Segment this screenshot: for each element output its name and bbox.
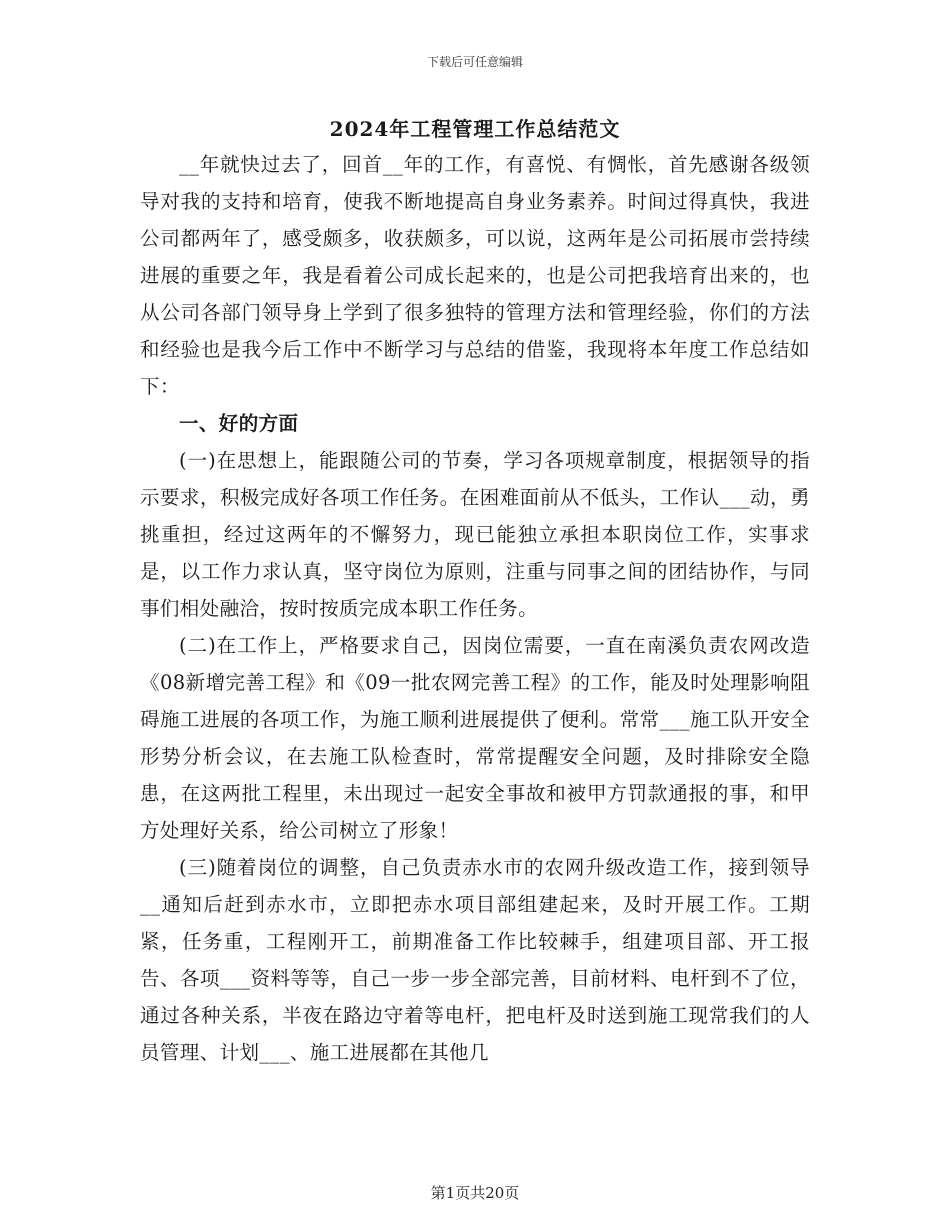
body-paragraph-2: (二)在工作上，严格要求自己，因岗位需要，一直在南溪负责农网改造《08新增完善工程》和《09一批农网完善工程》的工作，能及时处理影响阻碍施工进展的各项工作，为施工顺利进展提供了便利。常常___施工队开安全形势分析会议，在去施工队检查时，常常提醒安全问题，及时排除安全隐患，在这两批工程里，未出现过一起安全事故和被甲方罚款通报的事，和甲方处理好关系，给公司树立了形象！ [140, 634, 810, 842]
section-heading: 一、好的方面 [179, 412, 299, 435]
document-body [140, 146, 810, 1071]
body-paragraph-1: (一)在思想上，能跟随公司的节奏，学习各项规章制度，根据领导的指示要求，积极完成好各项工作任务。在困难面前从不低头，工作认___动，勇挑重担，经过这两年的不懈努力，现已能独立承担本职岗位工作，实事求是，以工作力求认真，坚守岗位为原则，注重与同事之间的团结协作，与同事们相处融洽，按时按质完成本职工作任务。 [140, 449, 810, 620]
header-note: 下载后可任意编辑 [426, 55, 523, 69]
page-footer: 第1页共20页 [430, 1184, 520, 1202]
body-paragraph-3: (三)随着岗位的调整，自己负责赤水市的农网升级改造工作，接到领导__通知后赶到赤水市，立即把赤水项目部组建起来，及时开展工作。工期紧，任务重，工程刚开工，前期准备工作比较棘手，组建项目部、开工报告、各项___资料等等，自己一步一步全部完善，目前材料、电杆到不了位，通过各种关系，半夜在路边守着等电杆，把电杆及时送到施工现常我们的人员管理、计划___、施工进展都在其他几 [140, 856, 810, 1064]
document-title: 2024年工程管理工作总结范文 [329, 117, 621, 141]
intro-paragraph: __年就快过去了，回首__年的工作，有喜悦、有惆怅，首先感谢各级领导对我的支持和培育，使我不断地提高自身业务素养。时间过得真快，我进公司都两年了，感受颇多，收获颇多，可以说，这两年是公司拓展市尝持续进展的重要之年，我是看着公司成长起来的，也是公司把我培育出来的，也从公司各部门领导身上学到了很多独特的管理方法和管理经验，你们的方法和经验也是我今后工作中不断学习与总结的借鉴，我现将本年度工作总结如下： [140, 153, 810, 398]
